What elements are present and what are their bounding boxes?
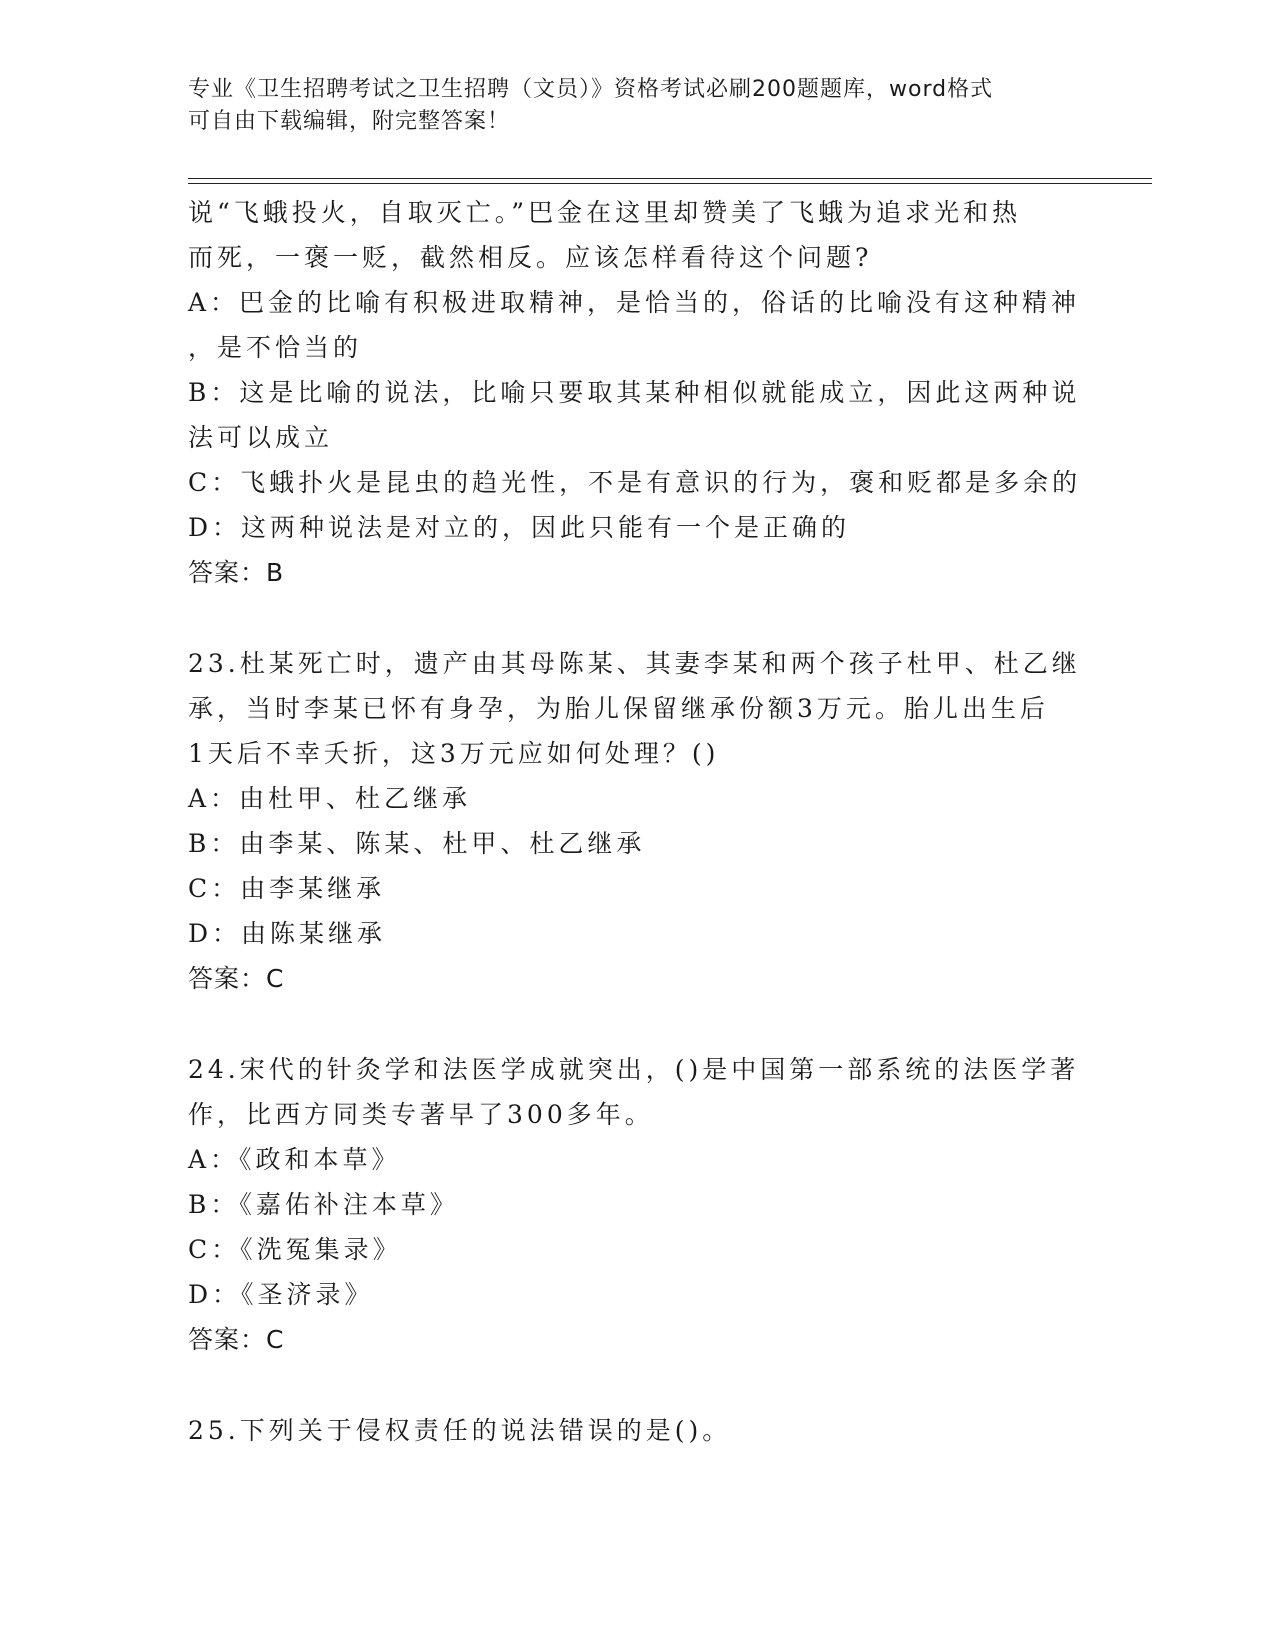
question-stem-line: 24.宋代的针灸学和法医学成就突出，()是中国第一部系统的法医学著	[188, 1055, 1080, 1084]
document-header	[188, 74, 1068, 138]
answer: 答案：C	[188, 1325, 285, 1354]
question-stem-line: 承，当时李某已怀有身孕，为胎儿保留继承份额3万元。胎儿出生后	[188, 694, 1049, 723]
question-24	[188, 1047, 1088, 1362]
option-c: C：由李某继承	[188, 874, 386, 903]
option-b: B：这是比喻的说法，比喻只要取其某种相似就能成立，因此这两种说	[188, 378, 1081, 407]
question-23	[188, 641, 1088, 1001]
option-b: B：由李某、陈某、杜甲、杜乙继承	[188, 829, 646, 858]
question-stem-line: 而死，一褒一贬，截然相反。应该怎样看待这个问题?	[188, 243, 873, 272]
option-d: D：《圣济录》	[188, 1280, 374, 1309]
option-b-cont: 法可以成立	[188, 423, 334, 452]
question-stem-line: 23.杜某死亡时，遗产由其母陈某、其妻李某和两个孩子杜甲、杜乙继	[188, 649, 1081, 678]
header-rule-bottom	[188, 183, 1152, 184]
question-stem-line: 作，比西方同类专著早了300多年。	[188, 1100, 654, 1129]
header-line-1: 专业《卫生招聘考试之卫生招聘（文员）》资格考试必刷200题题库，word格式	[188, 77, 994, 102]
answer: 答案：B	[188, 558, 285, 587]
question-list	[188, 190, 1088, 1453]
header-line-2: 可自由下载编辑，附完整答案！	[188, 109, 511, 134]
option-b: B：《嘉佑补注本草》	[188, 1190, 459, 1219]
option-a-cont: ，是不恰当的	[188, 333, 363, 362]
question-stem-line: 1天后不幸夭折，这3万元应如何处理？()	[188, 739, 720, 768]
option-c: C：《洗冤集录》	[188, 1235, 402, 1264]
question-stem-line: 25.下列关于侵权责任的说法错误的是()。	[188, 1416, 732, 1445]
option-a: A：《政和本草》	[188, 1145, 401, 1174]
option-c: C：飞蛾扑火是昆虫的趋光性，不是有意识的行为，褒和贬都是多余的	[188, 468, 1082, 497]
option-a: A：由杜甲、杜乙继承	[188, 784, 472, 813]
question-stem-line: 说“飞蛾投火，自取灭亡。”巴金在这里却赞美了飞蛾为追求光和热	[188, 198, 1022, 227]
header-rule-top	[188, 178, 1152, 179]
question-25	[188, 1408, 1088, 1453]
answer: 答案：C	[188, 964, 285, 993]
option-a: A：巴金的比喻有积极进取精神，是恰当的，俗话的比喻没有这种精神	[188, 288, 1081, 317]
option-d: D：这两种说法是对立的，因此只能有一个是正确的	[188, 513, 851, 542]
option-d: D：由陈某继承	[188, 919, 387, 948]
question-22	[188, 190, 1088, 595]
